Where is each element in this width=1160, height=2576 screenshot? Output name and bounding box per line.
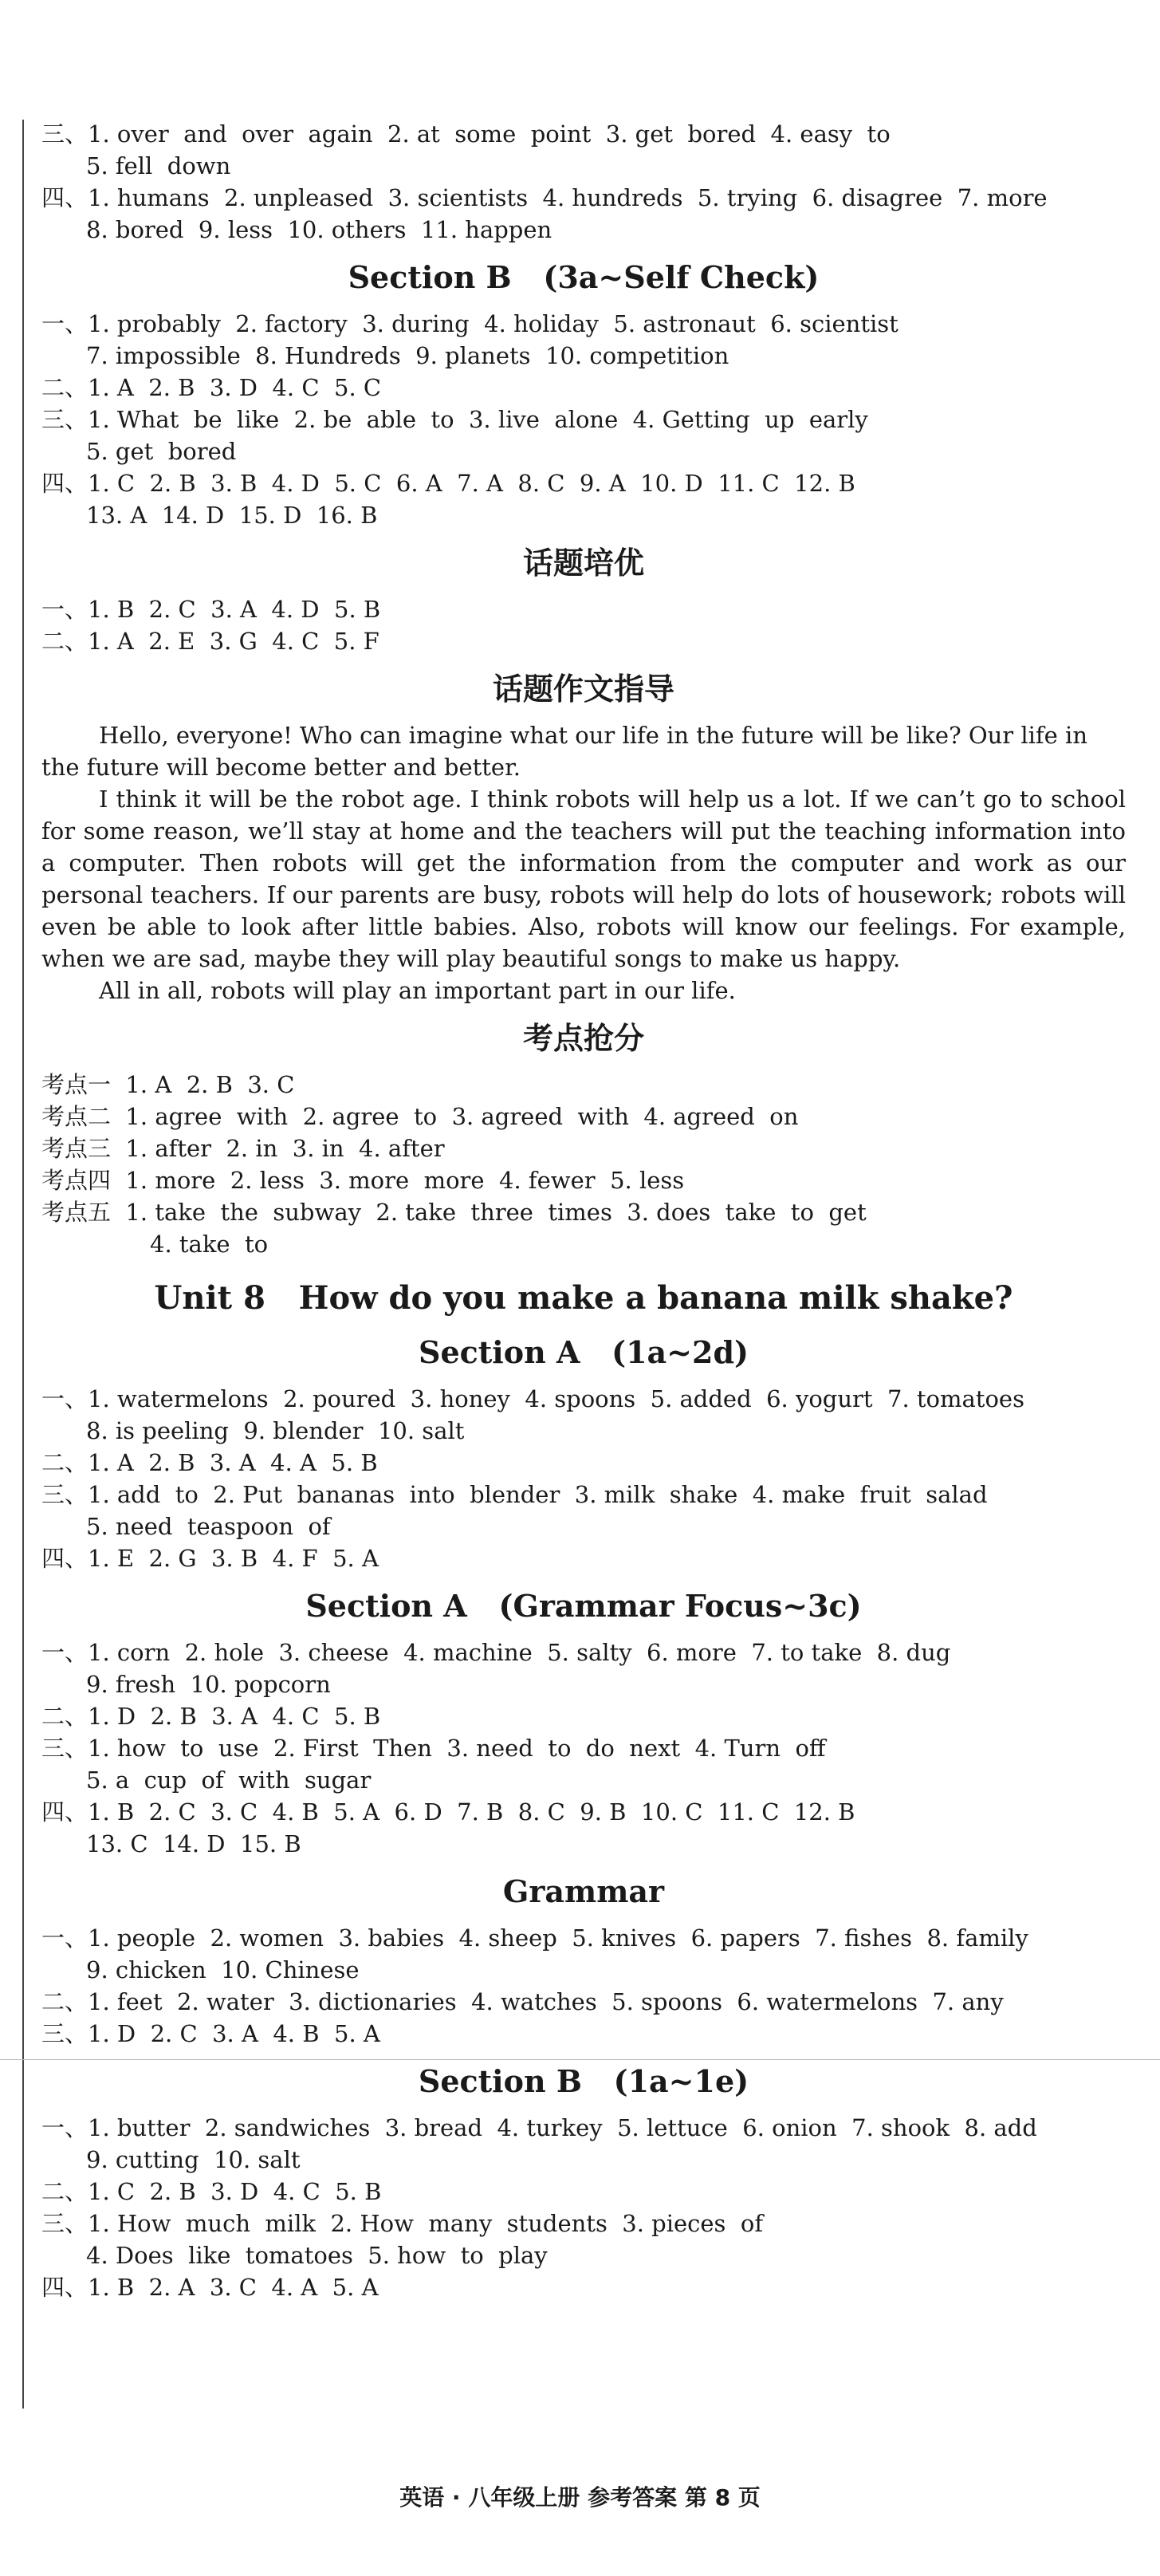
- section-heading: Section A (1a~2d): [419, 1334, 749, 1370]
- answer-line: 5. need teaspoon of: [86, 1513, 331, 1540]
- section-heading: Section B (1a~1e): [418, 2063, 749, 2099]
- answer-line: 考点三 1. after 2. in 3. in 4. after: [41, 1135, 445, 1162]
- page-footer: 英语 · 八年级上册 参考答案 第 8 页: [399, 2484, 761, 2511]
- answer-line: 一、1. watermelons 2. poured 3. honey 4. spoons 5. added 6. yogurt 7. tomatoes: [41, 1385, 1024, 1412]
- answer-line: 四、1. B 2. C 3. C 4. B 5. A 6. D 7. B 8. C 9. B 10. C 11. C 12. B: [41, 1798, 855, 1826]
- answer-line: 5. a cup of with sugar: [86, 1767, 372, 1794]
- section-heading: 话题培优: [522, 546, 644, 581]
- answer-line: 四、1. E 2. G 3. B 4. F 5. A: [41, 1545, 379, 1572]
- answer-line: 4. Does like tomatoes 5. how to play: [86, 2242, 548, 2269]
- section-b-1a-answers: [41, 2112, 1126, 2303]
- answer-line: 二、1. D 2. B 3. A 4. C 5. B: [41, 1703, 381, 1730]
- answer-line: 二、1. C 2. B 3. D 4. C 5. B: [41, 2178, 382, 2205]
- answer-line: 三、1. how to use 2. First Then 3. need to do next 4. Turn off: [41, 1735, 826, 1762]
- grammar-answers: [41, 1922, 1126, 2050]
- section-heading: 话题作文指导: [492, 672, 674, 707]
- left-margin-rule: [22, 120, 24, 2409]
- answer-key-page: [41, 118, 1126, 2303]
- answer-line: 四、1. B 2. A 3. C 4. A 5. A: [41, 2274, 379, 2301]
- answer-line: 一、1. people 2. women 3. babies 4. sheep 5. knives 6. papers 7. fishes 8. family: [41, 1924, 1028, 1952]
- answer-line: 三、1. over and over again 2. at some point 3. get bored 4. easy to: [41, 120, 891, 148]
- answer-line: 5. get bored: [86, 438, 237, 465]
- answer-line: 四、1. C 2. B 3. B 4. D 5. C 6. A 7. A 8. C 9. A 10. D 11. C 12. B: [41, 470, 855, 497]
- essay-paragraph: I think it will be the robot age. I think robots will help us a lot. If we can’t go to school for some reason, we’ll stay at home and the teachers will put the teaching information into a computer. Then robots will get the information from the computer and work as our personal teachers. If our parents are busy, robots will help do lots of housework; robots will even be able to look after little babies. Also, robots will know our feelings. For example, when we are sad, maybe they will play beautiful songs to make us happy.: [41, 786, 1126, 972]
- section-a-grammar-focus-answers: [41, 1637, 1126, 1860]
- answer-line: 一、1. probably 2. factory 3. during 4. holiday 5. astronaut 6. scientist: [41, 310, 899, 337]
- unit-title: Unit 8 How do you make a banana milk shake?: [154, 1279, 1013, 1317]
- section-a-1a-answers: [41, 1383, 1126, 1574]
- model-essay: [41, 719, 1126, 1006]
- essay-paragraph: Hello, everyone! Who can imagine what our life in the future will be like? Our life in: [99, 722, 1087, 749]
- answer-line: 9. fresh 10. popcorn: [86, 1671, 331, 1698]
- section-heading: Section A (Grammar Focus~3c): [305, 1588, 862, 1624]
- answer-line: 4. take to: [150, 1231, 269, 1258]
- answer-line: 三、1. add to 2. Put bananas into blender 3. milk shake 4. make fruit salad: [41, 1481, 988, 1508]
- answer-line: 二、1. A 2. B 3. A 4. A 5. B: [41, 1449, 378, 1476]
- essay-paragraph: All in all, robots will play an important part in our life.: [99, 977, 736, 1004]
- answer-line: 三、1. D 2. C 3. A 4. B 5. A: [41, 2020, 380, 2047]
- topic-answers: [41, 593, 1126, 657]
- answer-line: 5. fell down: [86, 152, 231, 179]
- section-heading: Grammar: [502, 1873, 665, 1909]
- key-points-answers: [41, 1069, 1126, 1260]
- answer-line: 二、1. feet 2. water 3. dictionaries 4. watches 5. spoons 6. watermelons 7. any: [41, 1988, 1004, 2015]
- answer-line: 考点四 1. more 2. less 3. more more 4. fewer 5. less: [41, 1167, 685, 1194]
- answer-line: 7. impossible 8. Hundreds 9. planets 10. competition: [86, 342, 729, 369]
- answer-line: 考点五 1. take the subway 2. take three times 3. does take to get: [41, 1199, 867, 1226]
- section-heading: Section B (3a~Self Check): [348, 259, 820, 295]
- answer-line: 三、1. What be like 2. be able to 3. live alone 4. Getting up early: [41, 406, 868, 433]
- answer-line: 8. is peeling 9. blender 10. salt: [86, 1417, 465, 1444]
- section-heading: 考点抢分: [522, 1021, 644, 1056]
- answer-line: 一、1. corn 2. hole 3. cheese 4. machine 5. salty 6. more 7. to take 8. dug: [41, 1639, 951, 1666]
- answer-line: 二、1. A 2. B 3. D 4. C 5. C: [41, 374, 382, 401]
- answer-line: 三、1. How much milk 2. How many students 3. pieces of: [41, 2210, 764, 2237]
- answer-line: 13. A 14. D 15. D 16. B: [86, 502, 378, 529]
- answer-line: 9. chicken 10. Chinese: [86, 1956, 360, 1983]
- answer-line: 13. C 14. D 15. B: [86, 1830, 301, 1857]
- essay-paragraph: the future will become better and better.: [41, 754, 521, 781]
- top-answer-block: [41, 118, 1126, 246]
- answer-line: 一、1. butter 2. sandwiches 3. bread 4. turkey 5. lettuce 6. onion 7. shook 8. add: [41, 2114, 1037, 2141]
- answer-line: 四、1. humans 2. unpleased 3. scientists 4. hundreds 5. trying 6. disagree 7. more: [41, 184, 1048, 211]
- answer-line: 考点二 1. agree with 2. agree to 3. agreed with 4. agreed on: [41, 1103, 799, 1130]
- answer-line: 一、1. B 2. C 3. A 4. D 5. B: [41, 596, 381, 623]
- answer-line: 9. cutting 10. salt: [86, 2146, 301, 2173]
- answer-line: 8. bored 9. less 10. others 11. happen: [86, 216, 552, 243]
- section-b-3a-answers: [41, 308, 1126, 531]
- answer-line: 二、1. A 2. E 3. G 4. C 5. F: [41, 628, 379, 655]
- answer-line: 考点一 1. A 2. B 3. C: [41, 1071, 295, 1098]
